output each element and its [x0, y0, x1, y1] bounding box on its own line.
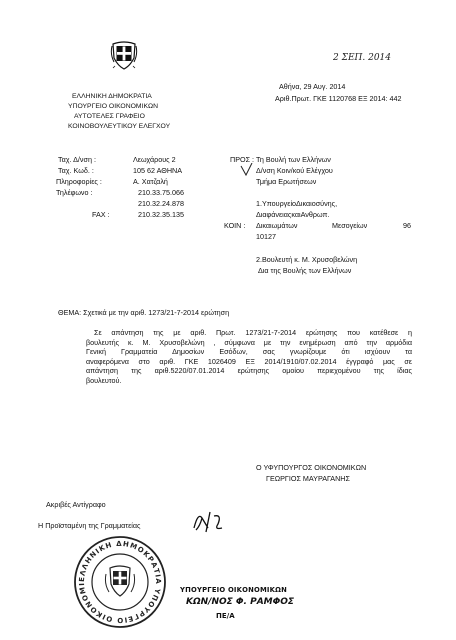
head-of-secretariat: Η Προϊσταμένη της Γραμματείας	[38, 521, 141, 530]
header-office: ΑΥΤΟΤΕΛΕΣ ΓΡΑΦΕΙΟ	[74, 113, 145, 120]
header-ministry: ΥΠΟΥΡΓΕΙΟ ΟΙΚΟΝΟΜΙΚΩΝ	[68, 103, 158, 110]
stamp-role: ΠΕ/Α	[216, 612, 235, 620]
body-line: βουλευτού.	[86, 375, 122, 385]
cc-label: ΚΟΙΝ :	[224, 221, 246, 230]
stamp-name: ΚΩΝ/ΝΟΣ Φ. ΡΑΜΦΟΣ	[186, 597, 295, 607]
info-label: Πληροφορίες :	[56, 177, 102, 186]
cc1-line2: ΔιαφάνειαςκαιΑνθρωπ.	[256, 210, 330, 219]
header-control: ΚΟΙΝΟΒΟΥΛΕΥΤΙΚΟΥ ΕΛΕΓΧΟΥ	[68, 123, 171, 130]
cc1-line3-a: Δικαιωμάτων	[256, 221, 298, 230]
signatory-name: ΓΕΩΡΓΙΟΣ ΜΑΥΡΑΓΑΝΗΣ	[266, 474, 350, 483]
protocol-number: Αριθ.Πρωτ. ΓΚΕ 1120768 ΕΞ 2014: 442	[275, 94, 402, 103]
address-label: Ταχ. Δ/νση :	[58, 155, 96, 164]
header-republic: ΕΛΛΗΝΙΚΗ ΔΗΜΟΚΡΑΤΙΑ	[72, 93, 152, 100]
handwritten-signature-icon	[188, 508, 228, 534]
address-value: Λεωχάρους 2	[133, 155, 176, 164]
official-seal-icon	[72, 534, 168, 630]
body-line: απάντηση της αριθ.5220/07.01.2014 ερώτησης ομοίου περιεχομένου της ίδιας	[86, 366, 412, 376]
body-line: Γενική Γραμματεία Δημοσίων Εσόδων, σας γνωρίζουμε ότι ισχύουν τα	[86, 347, 412, 357]
cc1-line3-b: Μεσογείων	[332, 221, 368, 230]
info-value: Α. Χατζαλή	[133, 177, 168, 186]
cc1-line3-c: 96	[403, 221, 411, 230]
phone-label: Τηλέφωνο :	[56, 188, 93, 197]
signatory-title: Ο ΥΦΥΠΟΥΡΓΟΣ ΟΙΚΟΝΟΜΙΚΩΝ	[256, 463, 367, 472]
postcode-value: 105 62 ΑΘΗΝΑ	[133, 166, 182, 175]
cc2-line2: Δια της Βουλής των Ελλήνων	[258, 266, 352, 275]
body-paragraph	[86, 328, 412, 386]
cc1-line4: 10127	[256, 232, 276, 241]
postcode-label: Ταχ. Κωδ. :	[58, 166, 94, 175]
stamp-ministry: ΥΠΟΥΡΓΕΙΟ ΟΙΚΟΝΟΜΙΚΩΝ	[180, 586, 287, 594]
phone-value-1: 210.33.75.066	[138, 188, 184, 197]
cc2-line1: 2.Βουλευτή κ. Μ. Χρυσοβελώνη	[256, 255, 358, 264]
phone-value-2: 210.32.24.878	[138, 199, 184, 208]
to-parliament: Τη Βουλή των Ελλήνων	[256, 155, 331, 164]
true-copy-label: Ακριβές Αντίγραφο	[46, 500, 106, 509]
place-date: Αθήνα, 29 Αυγ. 2014	[279, 82, 346, 91]
body-line: βουλευτής κ. Μ. Χρυσοβελώνη , σύμφωνα με την ενημέρωση από την αρμόδια	[86, 337, 412, 347]
received-date-stamp: 2 ΣΕΠ. 2014	[333, 53, 391, 63]
to-department: Τμήμα Ερωτήσεων	[256, 177, 317, 186]
svg-text:ΕΛΛΗΝΙΚΗ ΔΗΜΟΚΡΑΤΙΑ ΥΠΟΥΡΓΕΙΟ: ΕΛΛΗΝΙΚΗ ΔΗΜΟΚΡΑΤΙΑ ΥΠΟΥΡΓΕΙΟ ΟΙΚΟΝΟΜΙ	[77, 539, 163, 625]
subject-line: ΘΕΜΑ: Σχετικά με την αριθ. 1273/21-7-2014 ερώτηση	[58, 308, 230, 317]
cc1-line1: 1.ΥπουργείοΔικαιοσύνης,	[256, 199, 338, 208]
check-mark-icon	[240, 163, 254, 177]
body-line: αναφερόμενα στο αριθ. ΓΚΕ 1026409 ΕΞ 2014/1910/07.02.2014 έγγραφό μας σε	[86, 356, 412, 366]
to-label: ΠΡΟΣ :	[230, 155, 255, 164]
coat-of-arms-icon	[110, 40, 138, 70]
to-directorate: Δ/νση Κοιν/κού Ελέγχου	[256, 166, 333, 175]
fax-label: FAX :	[92, 210, 110, 219]
fax-value: 210.32.35.135	[138, 210, 184, 219]
body-line: Σε απάντηση της με αριθ. Πρωτ. 1273/21-7-2014 ερώτησης που κατέθεσε η	[94, 328, 412, 337]
